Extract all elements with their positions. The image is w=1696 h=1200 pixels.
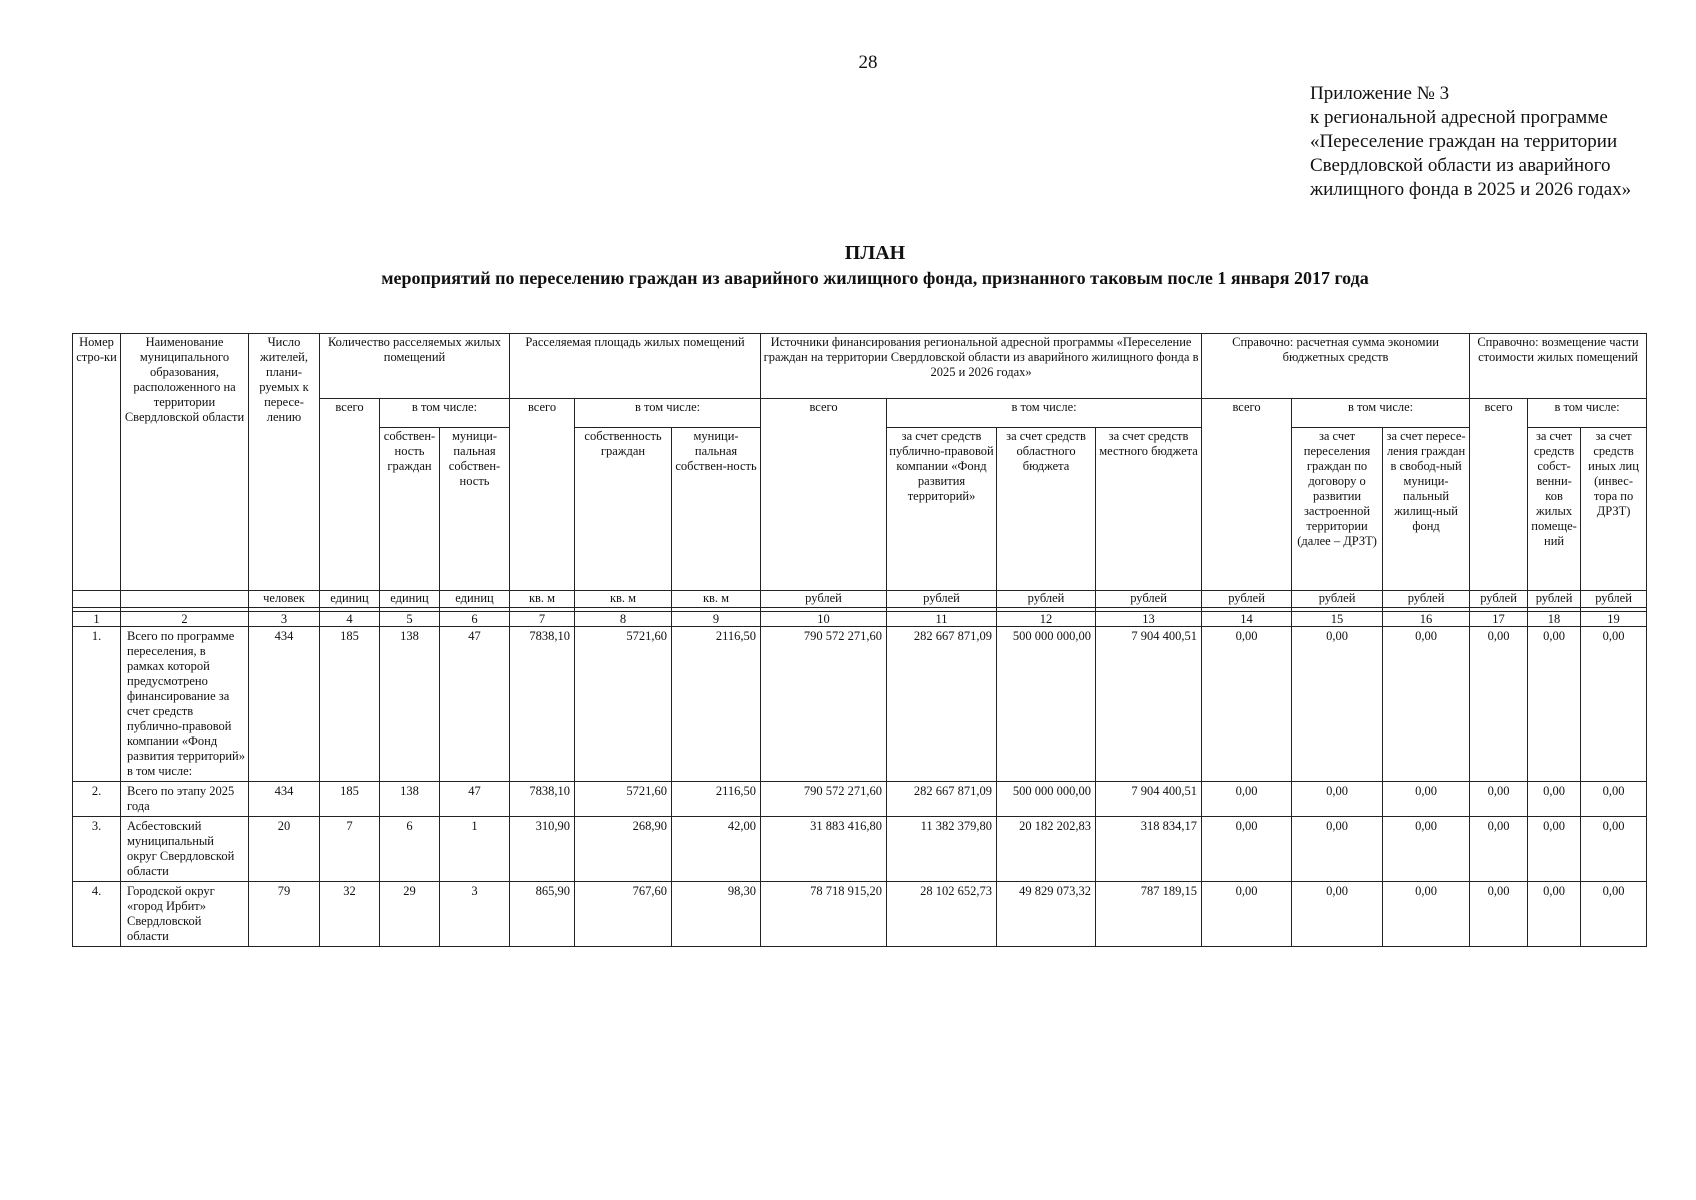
- row-number: 3.: [73, 817, 121, 882]
- column-number-cell: 6: [440, 612, 510, 627]
- value-cell: 20: [249, 817, 320, 882]
- appendix-line: «Переселение граждан на территории: [1310, 131, 1618, 152]
- value-cell: 787 189,15: [1096, 882, 1202, 947]
- value-cell: 49 829 073,32: [997, 882, 1096, 947]
- value-cell: 138: [380, 782, 440, 817]
- unit-cell: рублей: [1096, 591, 1202, 608]
- value-cell: 0,00: [1470, 882, 1528, 947]
- value-cell: 500 000 000,00: [997, 627, 1096, 782]
- value-cell: 5721,60: [575, 627, 672, 782]
- header-rooms-total: всего: [320, 399, 380, 591]
- value-cell: 865,90: [510, 882, 575, 947]
- column-number-cell: 15: [1292, 612, 1383, 627]
- header-citizen-property-rooms: собствен-ность граждан: [380, 428, 440, 591]
- header-local-budget: за счет средств местного бюджета: [1096, 428, 1202, 591]
- value-cell: 79: [249, 882, 320, 947]
- value-cell: 0,00: [1581, 782, 1647, 817]
- value-cell: 20 182 202,83: [997, 817, 1096, 882]
- value-cell: 7838,10: [510, 627, 575, 782]
- value-cell: 29: [380, 882, 440, 947]
- table-row: [73, 627, 1647, 782]
- header-fund-source: за счет средств публично-правовой компании «Фонд развития территорий»: [887, 428, 997, 591]
- header-row-number: Номер стро-ки: [73, 334, 121, 591]
- unit-cell: единиц: [320, 591, 380, 608]
- value-cell: 5721,60: [575, 782, 672, 817]
- header-funding-group: Источники финансирования региональной адресной программы «Переселение граждан на территории Свердловской области из аварийного жилищного фонда в 2025 и 2026 годах»: [761, 334, 1202, 399]
- unit-cell: кв. м: [575, 591, 672, 608]
- value-cell: 434: [249, 627, 320, 782]
- header-funding-including: в том числе:: [887, 399, 1202, 428]
- unit-cell: человек: [249, 591, 320, 608]
- municipality-name: Всего по этапу 2025 года: [121, 782, 249, 817]
- value-cell: 0,00: [1581, 817, 1647, 882]
- value-cell: 3: [440, 882, 510, 947]
- value-cell: 47: [440, 627, 510, 782]
- value-cell: 0,00: [1202, 782, 1292, 817]
- value-cell: 0,00: [1292, 627, 1383, 782]
- header-area-total: всего: [510, 399, 575, 591]
- value-cell: 434: [249, 782, 320, 817]
- unit-cell: рублей: [761, 591, 887, 608]
- row-number: 1.: [73, 627, 121, 782]
- value-cell: 790 572 271,60: [761, 782, 887, 817]
- municipality-name: Асбестовский муниципальный округ Свердловской области: [121, 817, 249, 882]
- column-number-cell: 8: [575, 612, 672, 627]
- value-cell: 42,00: [672, 817, 761, 882]
- row-number: 2.: [73, 782, 121, 817]
- appendix-line: Свердловской области из аварийного: [1310, 155, 1611, 176]
- value-cell: 2116,50: [672, 627, 761, 782]
- unit-cell: рублей: [1383, 591, 1470, 608]
- column-number-cell: 3: [249, 612, 320, 627]
- table-row: [73, 817, 1647, 882]
- document-title: ПЛАН: [844, 242, 906, 264]
- column-number-cell: 11: [887, 612, 997, 627]
- appendix-line: жилищного фонда в 2025 и 2026 годах»: [1310, 179, 1632, 200]
- header-rooms-group: Количество расселяемых жилых помещений: [320, 334, 510, 399]
- unit-cell: единиц: [440, 591, 510, 608]
- column-number-cell: 12: [997, 612, 1096, 627]
- value-cell: 0,00: [1470, 627, 1528, 782]
- header-municipality: Наименование муниципального образования, расположенного на территории Свердловской области: [121, 334, 249, 591]
- value-cell: 0,00: [1292, 782, 1383, 817]
- header-free-fund-resettlement: за счет пересе-ления граждан в свобод-ный муници-пальный жилищ-ный фонд: [1383, 428, 1470, 591]
- value-cell: 0,00: [1470, 782, 1528, 817]
- unit-cell: рублей: [1581, 591, 1647, 608]
- header-residents: Число жителей, плани-руемых к пересе-лению: [249, 334, 320, 591]
- appendix-note: [1310, 82, 1690, 202]
- value-cell: 0,00: [1528, 817, 1581, 882]
- header-area-including: в том числе:: [575, 399, 761, 428]
- header-compensation-total: всего: [1470, 399, 1528, 591]
- table-row: [73, 882, 1647, 947]
- document-subtitle: мероприятий по переселению граждан из аварийного жилищного фонда, признанного таковым после 1 января 2017 года: [381, 268, 1369, 288]
- unit-cell: рублей: [1202, 591, 1292, 608]
- value-cell: 2116,50: [672, 782, 761, 817]
- column-number-cell: 7: [510, 612, 575, 627]
- value-cell: 0,00: [1202, 627, 1292, 782]
- resettlement-plan-table: [72, 333, 1647, 947]
- value-cell: 0,00: [1202, 882, 1292, 947]
- row-number: 4.: [73, 882, 121, 947]
- appendix-line: Приложение № 3: [1310, 83, 1450, 104]
- column-number-cell: 17: [1470, 612, 1528, 627]
- municipality-name: Городской округ «город Ирбит» Свердловской области: [121, 882, 249, 947]
- column-number-cell: 18: [1528, 612, 1581, 627]
- value-cell: 0,00: [1470, 817, 1528, 882]
- header-citizen-property-area: собственность граждан: [575, 428, 672, 591]
- column-number-cell: 2: [121, 612, 249, 627]
- unit-cell: рублей: [1470, 591, 1528, 608]
- title-block: [0, 240, 1696, 290]
- value-cell: 32: [320, 882, 380, 947]
- column-number-cell: 9: [672, 612, 761, 627]
- value-cell: 0,00: [1528, 627, 1581, 782]
- value-cell: 31 883 416,80: [761, 817, 887, 882]
- header-area-group: Расселяемая площадь жилых помещений: [510, 334, 761, 399]
- header-compensation-including: в том числе:: [1528, 399, 1647, 428]
- value-cell: 0,00: [1581, 882, 1647, 947]
- value-cell: 310,90: [510, 817, 575, 882]
- value-cell: 1: [440, 817, 510, 882]
- column-number-cell: 16: [1383, 612, 1470, 627]
- value-cell: 11 382 379,80: [887, 817, 997, 882]
- value-cell: 0,00: [1383, 817, 1470, 882]
- value-cell: 7: [320, 817, 380, 882]
- value-cell: 138: [380, 627, 440, 782]
- value-cell: 0,00: [1528, 882, 1581, 947]
- value-cell: 0,00: [1383, 782, 1470, 817]
- unit-cell: рублей: [997, 591, 1096, 608]
- header-rooms-including: в том числе:: [380, 399, 510, 428]
- municipality-name: Всего по программе переселения, в рамках которой предусмотрено финансирование за счет средств публично-правовой компании «Фонд развития территорий» в том числе:: [121, 627, 249, 782]
- value-cell: 0,00: [1528, 782, 1581, 817]
- unit-cell: рублей: [887, 591, 997, 608]
- unit-cell: рублей: [1292, 591, 1383, 608]
- page-number: 28: [858, 52, 878, 73]
- column-number-row: [73, 612, 1647, 627]
- value-cell: 7 904 400,51: [1096, 782, 1202, 817]
- column-number-cell: 13: [1096, 612, 1202, 627]
- unit-cell-empty: [73, 591, 121, 608]
- header-owners-funds: за счет средств собст-венни-ков жилых помеще-ний: [1528, 428, 1581, 591]
- value-cell: 767,60: [575, 882, 672, 947]
- value-cell: 47: [440, 782, 510, 817]
- header-savings-total: всего: [1202, 399, 1292, 591]
- header-municipal-property-rooms: муници-пальная собствен-ность: [440, 428, 510, 591]
- table-row: [73, 782, 1647, 817]
- value-cell: 28 102 652,73: [887, 882, 997, 947]
- value-cell: 7 904 400,51: [1096, 627, 1202, 782]
- value-cell: 0,00: [1292, 882, 1383, 947]
- unit-cell: кв. м: [672, 591, 761, 608]
- value-cell: 0,00: [1292, 817, 1383, 882]
- column-number-cell: 19: [1581, 612, 1647, 627]
- value-cell: 0,00: [1383, 882, 1470, 947]
- value-cell: 7838,10: [510, 782, 575, 817]
- value-cell: 185: [320, 782, 380, 817]
- header-savings-including: в том числе:: [1292, 399, 1470, 428]
- unit-cell-empty: [121, 591, 249, 608]
- unit-cell: рублей: [1528, 591, 1581, 608]
- value-cell: 500 000 000,00: [997, 782, 1096, 817]
- column-number-cell: 10: [761, 612, 887, 627]
- value-cell: 185: [320, 627, 380, 782]
- value-cell: 790 572 271,60: [761, 627, 887, 782]
- value-cell: 268,90: [575, 817, 672, 882]
- value-cell: 6: [380, 817, 440, 882]
- value-cell: 78 718 915,20: [761, 882, 887, 947]
- value-cell: 0,00: [1383, 627, 1470, 782]
- column-number-cell: 4: [320, 612, 380, 627]
- value-cell: 0,00: [1202, 817, 1292, 882]
- column-number-cell: 1: [73, 612, 121, 627]
- header-funding-total: всего: [761, 399, 887, 591]
- unit-cell: единиц: [380, 591, 440, 608]
- value-cell: 98,30: [672, 882, 761, 947]
- column-number-cell: 5: [380, 612, 440, 627]
- header-compensation-group: Справочно: возмещение части стоимости жилых помещений: [1470, 334, 1647, 399]
- units-row: [73, 591, 1647, 608]
- header-municipal-property-area: муници-пальная собствен-ность: [672, 428, 761, 591]
- header-savings-group: Справочно: расчетная сумма экономии бюджетных средств: [1202, 334, 1470, 399]
- column-number-cell: 14: [1202, 612, 1292, 627]
- value-cell: 282 667 871,09: [887, 782, 997, 817]
- appendix-line: к региональной адресной программе: [1310, 107, 1608, 128]
- header-dzt-resettlement: за счет переселения граждан по договору о развитии застроенной территории (далее – ДРЗТ): [1292, 428, 1383, 591]
- header-other-persons-funds: за счет средств иных лиц (инвес-тора по ДРЗТ): [1581, 428, 1647, 591]
- value-cell: 318 834,17: [1096, 817, 1202, 882]
- value-cell: 0,00: [1581, 627, 1647, 782]
- unit-cell: кв. м: [510, 591, 575, 608]
- header-regional-budget: за счет средств областного бюджета: [997, 428, 1096, 591]
- value-cell: 282 667 871,09: [887, 627, 997, 782]
